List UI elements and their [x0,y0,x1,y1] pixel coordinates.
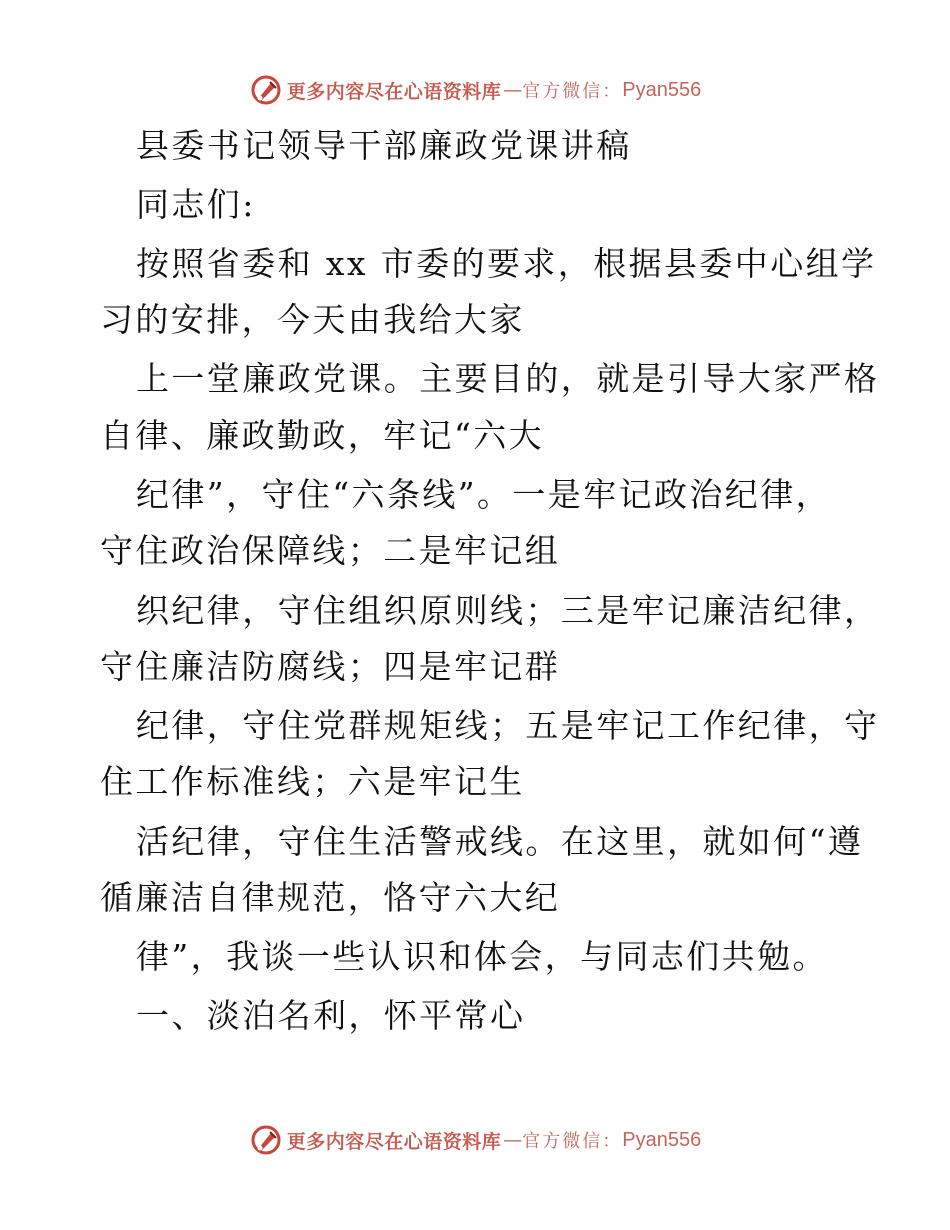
paragraph-line: 纪律”，守住“六条线”。一是牢记政治纪律， [136,475,832,514]
watermark-separator: — [503,1129,521,1151]
paragraph-line: 守住廉洁防腐线；四是牢记群 [100,647,561,686]
paragraph-line: 习的安排，今天由我给大家 [100,300,525,339]
paragraph-line: 住工作标准线；六是牢记生 [100,762,525,801]
document-title: 县委书记领导干部廉政党课讲稿 [136,126,632,165]
watermark-wechat-id: Pyan556 [622,78,702,101]
paragraph-line: 活纪律，守住生活警戒线。在这里，就如何“遵 [136,822,864,861]
paragraph-line: 上一堂廉政党课。主要目的，就是引导大家严格 [136,359,880,398]
section-heading: 一、淡泊名利，怀平常心 [136,996,526,1035]
watermark-official-label: 官方微信： [522,1131,623,1152]
watermark-brand: 更多内容尽在心语资料库 [286,80,502,103]
paragraph-line: 纪律，守住党群规矩线；五是牢记工作纪律，守 [136,706,880,745]
watermark-separator: — [503,79,521,101]
paragraph-line: 自律、廉政勤政，牢记“六大 [100,416,545,455]
salutation: 同志们: [136,185,256,224]
header-watermark [0,70,950,110]
watermark-wechat-id: Pyan556 [622,1128,702,1151]
watermark-brand: 更多内容尽在心语资料库 [286,1130,502,1153]
footer-watermark [0,1120,950,1160]
paragraph-line: 守住政治保障线；二是牢记组 [100,531,561,570]
pen-nib-logo-icon [249,73,283,107]
paragraph-line: 按照省委和 xx 市委的要求，根据县委中心组学 [136,244,877,283]
paragraph-line: 循廉洁自律规范，恪守六大纪 [100,878,561,917]
paragraph-line: 织纪律，守住组织原则线；三是牢记廉洁纪律， [136,591,880,630]
pen-nib-logo-icon [249,1123,283,1157]
paragraph-line: 律”，我谈一些认识和体会，与同志们共勉。 [136,937,828,976]
watermark-official-label: 官方微信： [522,81,623,102]
